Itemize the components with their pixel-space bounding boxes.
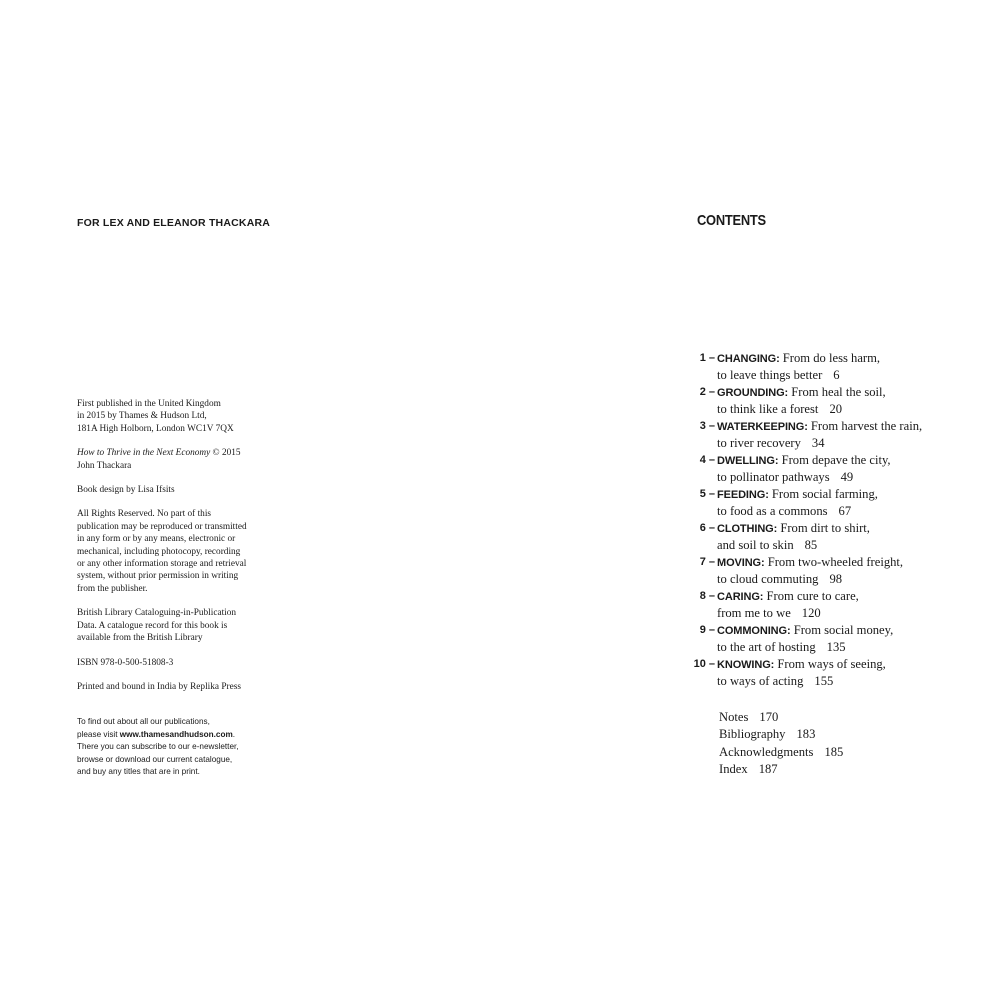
page-number: 183: [796, 727, 816, 742]
imprint-line: ISBN 978-0-500-51808-3: [77, 657, 174, 668]
chapter-number: 9 –: [699, 624, 715, 636]
back-matter-item: [719, 761, 843, 778]
chapter-number: 5 –: [699, 488, 715, 500]
back-matter-item: [719, 744, 843, 761]
isbn: [77, 657, 277, 669]
chapter-subtitle: From depave the city,: [778, 453, 891, 467]
toc-entry-heading: [696, 554, 986, 571]
chapter-subtitle-cont: to river recovery: [717, 436, 801, 450]
toc-entry-continuation: [696, 401, 986, 418]
chapter-keyword: DWELLING:: [717, 455, 779, 467]
chapter-subtitle-cont: from me to we: [717, 606, 791, 620]
chapter-subtitle-cont: to the art of hosting: [717, 640, 816, 654]
chapter-subtitle: From do less harm,: [779, 351, 881, 365]
printer-note: [77, 681, 277, 693]
contents-title: CONTENTS: [697, 212, 766, 229]
back-matter-list: [719, 709, 843, 778]
chapter-subtitle-cont: to think like a forest: [717, 402, 819, 416]
promo-prefix: please visit: [77, 729, 120, 739]
imprint-line: [77, 447, 277, 459]
toc-entry-continuation: [696, 673, 986, 690]
copyright-author: John Thackara: [77, 460, 132, 471]
chapter-keyword: MOVING:: [717, 557, 765, 569]
page-number: 34: [811, 436, 825, 450]
promo-line: and buy any titles that are in print.: [77, 767, 200, 776]
toc-entry: [696, 486, 986, 520]
page-number: 6: [833, 368, 840, 382]
toc-entry-continuation: [696, 605, 986, 622]
imprint-line: available from the British Library: [77, 633, 203, 644]
chapter-subtitle: From dirt to shirt,: [777, 521, 870, 535]
page-number: 85: [804, 538, 818, 552]
chapter-keyword: CLOTHING:: [717, 523, 778, 535]
page-number: 155: [814, 674, 834, 688]
page-number: 120: [801, 606, 821, 620]
imprint-line: Book design by Lisa Ifsits: [77, 485, 175, 496]
chapter-number: 3 –: [699, 420, 715, 432]
page-number: 98: [829, 572, 843, 586]
promo-suffix: .: [232, 729, 236, 739]
toc-entry: [696, 520, 986, 554]
chapter-keyword: GROUNDING:: [717, 387, 789, 399]
first-published-note: [77, 398, 277, 435]
promo-line: There you can subscribe to our e-newsletter,: [77, 742, 239, 751]
imprint-line: in 2015 by Thames & Hudson Ltd,: [77, 411, 207, 422]
chapter-keyword: CHANGING:: [717, 353, 780, 365]
chapter-keyword: WATERKEEPING:: [717, 421, 808, 433]
page-number: 49: [840, 470, 854, 484]
chapter-number: 4 –: [699, 454, 715, 466]
toc-entry-heading: [693, 656, 986, 673]
page-number: 185: [824, 744, 844, 759]
chapter-number: 7 –: [699, 556, 715, 568]
chapter-keyword: CARING:: [717, 591, 764, 603]
chapter-keyword: FEEDING:: [717, 489, 769, 501]
chapter-keyword: COMMONING:: [717, 625, 791, 637]
chapter-keyword: KNOWING:: [717, 659, 775, 671]
imprint-line: publication may be reproduced or transmitted: [77, 521, 247, 532]
imprint-line: British Library Cataloguing-in-Publication: [77, 608, 237, 619]
toc-entry-heading: [696, 520, 986, 537]
imprint-line: 181A High Holborn, London WC1V 7QX: [77, 423, 234, 434]
book-title: How to Thrive in the Next Economy: [77, 448, 211, 459]
chapter-subtitle: From two-wheeled freight,: [764, 555, 904, 569]
toc-entry-heading: [696, 486, 986, 503]
toc-entry-continuation: [696, 571, 986, 588]
toc-entry-continuation: [696, 537, 986, 554]
toc-entry-heading: [696, 622, 986, 639]
toc-entry-heading: [696, 452, 986, 469]
toc-entry-heading: [696, 418, 986, 435]
chapter-subtitle: From social money,: [790, 623, 894, 637]
toc-entry: [696, 452, 986, 486]
cip-note: [77, 607, 277, 644]
chapter-number: 6 –: [699, 522, 715, 534]
back-matter-item: [719, 726, 843, 743]
table-of-contents: [693, 350, 986, 690]
toc-entry: [696, 554, 986, 588]
imprint-line: system, without prior permission in writing: [77, 571, 239, 582]
toc-entry-continuation: [696, 639, 986, 656]
chapter-subtitle: From ways of seeing,: [774, 657, 886, 671]
chapter-subtitle-cont: to food as a commons: [717, 504, 828, 518]
book-design-credit: [77, 484, 277, 496]
back-matter-label: Index: [719, 761, 748, 776]
chapter-subtitle-cont: to ways of acting: [717, 674, 804, 688]
toc-entry-heading: [696, 384, 986, 401]
chapter-number: 8 –: [699, 590, 715, 602]
imprint-line: or any other information storage and retrieval: [77, 559, 247, 570]
promo-line: [77, 729, 277, 742]
imprint-line: from the publisher.: [77, 583, 148, 594]
back-matter-label: Acknowledgments: [719, 744, 814, 759]
toc-entry-continuation: [696, 367, 986, 384]
toc-entry: [696, 418, 986, 452]
imprint-block: [77, 398, 277, 705]
chapter-subtitle: From heal the soil,: [788, 385, 886, 399]
page-number: 170: [759, 710, 779, 724]
toc-entry: [696, 588, 986, 622]
back-matter-label: Bibliography: [719, 727, 786, 742]
page-number: 20: [829, 402, 843, 416]
chapter-subtitle-cont: to leave things better: [717, 368, 823, 382]
toc-entry-continuation: [696, 469, 986, 486]
chapter-subtitle-cont: to pollinator pathways: [717, 470, 830, 484]
publisher-promo: [77, 716, 277, 779]
promo-line: browse or download our current catalogue,: [77, 754, 233, 764]
page-number: 135: [826, 640, 846, 654]
toc-entry: [696, 384, 986, 418]
toc-entry: [693, 656, 986, 690]
toc-entry-heading: [696, 350, 986, 367]
publisher-website-link[interactable]: www.thamesandhudson.com: [119, 729, 233, 739]
imprint-line: in any form or by any means, electronic or: [77, 534, 236, 545]
chapter-number: 2 –: [699, 386, 715, 398]
chapter-subtitle: From social farming,: [768, 487, 878, 501]
toc-entry-continuation: [696, 503, 986, 520]
imprint-line: First published in the United Kingdom: [77, 399, 221, 409]
page-number: 187: [758, 761, 778, 776]
imprint-line: Data. A catalogue record for this book is: [77, 620, 228, 631]
page-number: 67: [838, 504, 852, 518]
chapter-subtitle: From harvest the rain,: [807, 419, 923, 433]
copyright-year: © 2015: [210, 448, 241, 459]
rights-notice: [77, 508, 277, 595]
chapter-subtitle-cont: to cloud commuting: [717, 572, 819, 586]
imprint-line: Printed and bound in India by Replika Press: [77, 681, 241, 692]
chapter-number: 1 –: [699, 352, 715, 364]
back-matter-label: Notes: [719, 710, 749, 724]
promo-line: To find out about all our publications,: [77, 717, 210, 726]
toc-entry-heading: [696, 588, 986, 605]
copyright-note: [77, 447, 277, 472]
back-matter-item: [719, 709, 843, 726]
chapter-subtitle: From cure to care,: [763, 589, 859, 603]
imprint-line: mechanical, including photocopy, recording: [77, 546, 241, 557]
toc-entry: [696, 350, 986, 384]
toc-entry: [696, 622, 986, 656]
toc-entry-continuation: [696, 435, 986, 452]
chapter-subtitle-cont: and soil to skin: [717, 538, 794, 552]
chapter-number: 10 –: [693, 658, 715, 670]
dedication: FOR LEX AND ELEANOR THACKARA: [77, 217, 271, 229]
imprint-line: All Rights Reserved. No part of this: [77, 509, 212, 520]
